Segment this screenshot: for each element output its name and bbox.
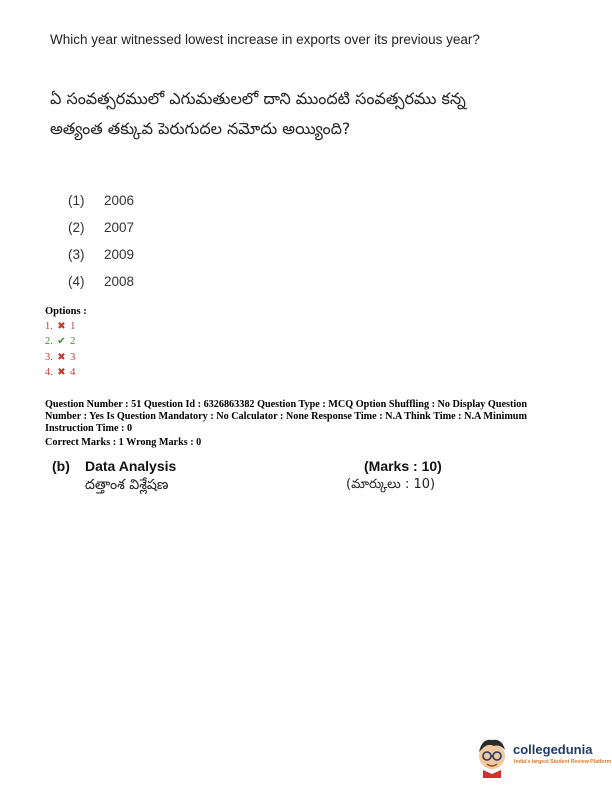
choice-number: (2) xyxy=(68,220,85,235)
option-value: 4 xyxy=(70,367,76,378)
choice-2 xyxy=(68,220,134,235)
section-marks-telugu: (మార్కులు : 10) xyxy=(346,477,436,492)
option-index: 1. xyxy=(45,321,53,332)
option-item-1 xyxy=(45,321,75,332)
choice-value: 2007 xyxy=(104,220,135,235)
option-value: 3 xyxy=(70,352,76,363)
option-item-2 xyxy=(45,336,75,347)
choice-3 xyxy=(68,247,134,262)
marks-info: Correct Marks : 1 Wrong Marks : 0 xyxy=(45,437,202,448)
option-item-4 xyxy=(45,367,75,378)
option-value: 2 xyxy=(70,336,76,347)
choice-number: (3) xyxy=(68,247,85,262)
option-value: 1 xyxy=(70,321,76,332)
question-text-telugu xyxy=(50,84,550,144)
cross-icon: ✖ xyxy=(57,321,66,332)
question-telugu-line-2: అత్యంత తక్కువ పెరుగుదల నమోదు అయ్యింది? xyxy=(50,119,351,138)
cross-icon: ✖ xyxy=(57,367,66,378)
choice-number: (1) xyxy=(68,193,85,208)
check-icon: ✔ xyxy=(57,336,66,347)
choice-value: 2009 xyxy=(104,247,135,262)
mascot-icon xyxy=(479,740,505,778)
question-metadata: Question Number : 51 Question Id : 6326863382 Question Type : MCQ Option Shuffling : No Display Question Number : Yes Is Question Mandatory : No Calculator : None Response Time : N.A Think Time : N.A Minimum Instruction Time : 0 xyxy=(45,399,527,435)
section-marks-english: (Marks : 10) xyxy=(364,458,442,474)
question-text-english: Which year witnessed lowest increase in exports over its previous year? xyxy=(50,32,480,47)
options-heading: Options : xyxy=(45,306,87,317)
choice-value: 2006 xyxy=(104,193,135,208)
option-index: 2. xyxy=(45,336,53,347)
choice-number: (4) xyxy=(68,274,85,289)
choice-4 xyxy=(68,274,134,289)
option-index: 4. xyxy=(45,367,53,378)
choice-value: 2008 xyxy=(104,274,135,289)
option-item-3 xyxy=(45,352,75,363)
logo-tagline: India's largest Student Review Platform xyxy=(514,759,612,765)
cross-icon: ✖ xyxy=(57,352,66,363)
section-label: (b) xyxy=(52,458,70,474)
section-title-telugu: దత్తాంశ విశ్లేషణ xyxy=(85,477,169,493)
section-title-english: Data Analysis xyxy=(85,458,177,474)
logo-name: collegedunia xyxy=(513,742,593,757)
option-index: 3. xyxy=(45,352,53,363)
choice-1 xyxy=(68,193,134,208)
question-telugu-line-1: ఏ సంవత్సరములో ఎగుమతులలో దాని ముందటి సంవత్సరము కన్న xyxy=(50,89,466,108)
